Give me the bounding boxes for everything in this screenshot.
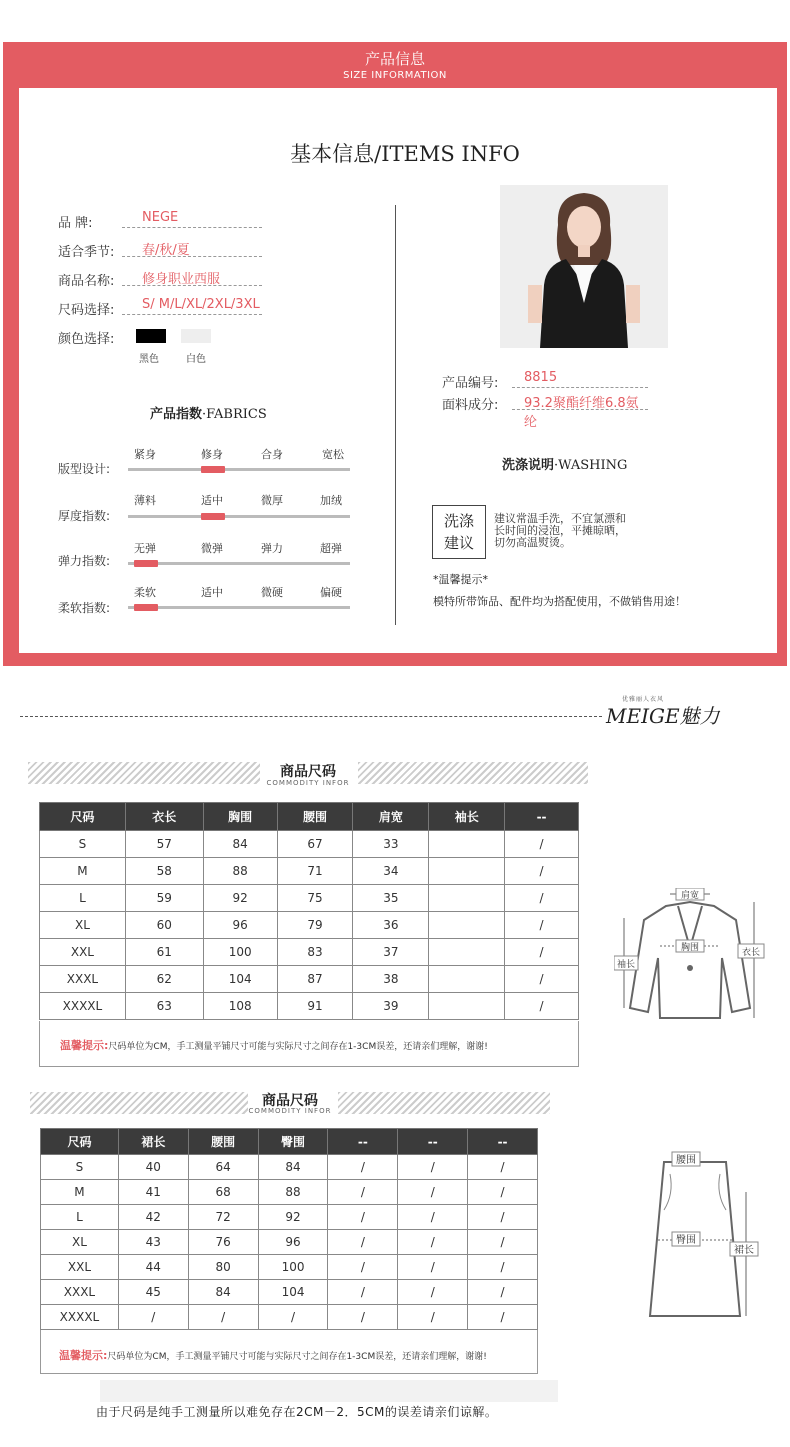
- idx-marker-thickness: [201, 513, 225, 520]
- jacket-icon: [614, 888, 766, 1028]
- cell: /: [328, 1280, 398, 1305]
- table-header: 衣长: [125, 803, 203, 831]
- cell: 92: [258, 1205, 328, 1230]
- color-name-black: 黑色: [139, 354, 159, 365]
- idx-option: 柔软: [134, 586, 156, 599]
- idx-bar-thickness: [128, 515, 350, 518]
- product-fabric-row: [442, 394, 639, 430]
- product-fabric-value: 93.2聚酯纤维6.8氨纶: [512, 392, 648, 410]
- cell: /: [398, 1230, 468, 1255]
- idx-option: 合身: [261, 448, 283, 461]
- cell: /: [468, 1305, 538, 1330]
- cell: 39: [353, 993, 429, 1020]
- product-photo: [500, 185, 668, 348]
- cell: /: [328, 1180, 398, 1205]
- idx-label-softness: 柔软指数:: [58, 601, 111, 615]
- panel-inner: [19, 88, 777, 653]
- info-row-brand: [58, 210, 179, 231]
- cell: /: [398, 1180, 468, 1205]
- note-text: 尺码单位为CM，手工测量平铺尺寸可能与实际尺寸之间存在1-3CM误差，还请亲们理解，谢谢!: [107, 1352, 487, 1362]
- cell: 96: [258, 1230, 328, 1255]
- cell: /: [398, 1155, 468, 1180]
- idx-option: 无弹: [134, 542, 156, 555]
- skirt-table-subtitle: COMMODITY INFOR: [248, 1107, 332, 1115]
- cell: 108: [203, 993, 277, 1020]
- cell: XXXL: [40, 966, 126, 993]
- cell: XXL: [40, 939, 126, 966]
- cell: 61: [125, 939, 203, 966]
- cell: /: [328, 1155, 398, 1180]
- cell: XXL: [41, 1255, 119, 1280]
- idx-option: 宽松: [322, 448, 344, 461]
- idx-label-elasticity: 弹力指数:: [58, 554, 111, 568]
- model-illustration: [500, 185, 668, 348]
- cell: 71: [277, 858, 353, 885]
- skirt-table-title: 商品尺码: [262, 1093, 318, 1109]
- banner-subtitle: SIZE INFORMATION: [343, 70, 447, 81]
- idx-option: 适中: [201, 494, 223, 507]
- info-value: 春/秋/夏: [122, 239, 262, 257]
- cell: 43: [118, 1230, 188, 1255]
- cell: /: [328, 1255, 398, 1280]
- cell: /: [505, 858, 579, 885]
- diagram-label-waist: 腰围: [676, 1155, 696, 1166]
- diagram-label-shoulder: 肩宽: [680, 891, 700, 901]
- brand-logo: MEIGE魅力: [606, 704, 720, 728]
- cell: XL: [41, 1230, 119, 1255]
- info-label: 尺码选择:: [58, 303, 115, 318]
- tip-body: 模特所带饰品、配件均为搭配使用，不做销售用途！: [433, 595, 686, 608]
- cell: /: [505, 966, 579, 993]
- cell: 34: [353, 858, 429, 885]
- table-header: --: [398, 1129, 468, 1155]
- table-header: 尺码: [41, 1129, 119, 1155]
- cell: 88: [258, 1180, 328, 1205]
- cell: /: [188, 1305, 258, 1330]
- cell: 60: [125, 912, 203, 939]
- table-row: [41, 1305, 538, 1330]
- cell: /: [328, 1230, 398, 1255]
- cell: 41: [118, 1180, 188, 1205]
- color-name-white: 白色: [186, 354, 206, 365]
- cell: /: [505, 939, 579, 966]
- note-label: 温馨提示:: [60, 1039, 109, 1052]
- cell: [429, 885, 505, 912]
- top-table-body: [40, 831, 579, 1020]
- cell: [429, 966, 505, 993]
- table-header: 裙长: [118, 1129, 188, 1155]
- table-header: --: [505, 803, 579, 831]
- cell: 38: [353, 966, 429, 993]
- washing-text: [494, 513, 664, 549]
- product-fabric-label: 面料成分:: [442, 398, 499, 413]
- table-header: 袖长: [429, 803, 505, 831]
- info-value: NEGE: [122, 210, 262, 228]
- hatch-decoration: [358, 762, 588, 784]
- jacket-diagram: [614, 888, 766, 1028]
- cell: 33: [353, 831, 429, 858]
- cell: 83: [277, 939, 353, 966]
- idx-option: 微厚: [261, 494, 283, 507]
- diagram-label-sleeve: 袖长: [616, 960, 636, 970]
- top-size-table: [39, 802, 579, 1020]
- washing-box-line: 洗涤: [443, 512, 474, 530]
- idx-bar-elasticity: [128, 562, 350, 565]
- washing-title-en: ·WASHING: [554, 458, 628, 473]
- cell: /: [398, 1205, 468, 1230]
- skirt-size-table: [40, 1128, 538, 1330]
- cell: 72: [188, 1205, 258, 1230]
- top-table-note: [39, 1021, 579, 1067]
- washing-box-line: 建议: [443, 534, 474, 552]
- cell: /: [398, 1305, 468, 1330]
- skirt-table-body: [41, 1155, 538, 1330]
- cell: 104: [203, 966, 277, 993]
- cell: 59: [125, 885, 203, 912]
- cell: M: [41, 1180, 119, 1205]
- info-row-name: [58, 270, 221, 289]
- table-header: 尺码: [40, 803, 126, 831]
- cell: S: [41, 1155, 119, 1180]
- items-info-title: 基本信息/ITEMS INFO: [290, 142, 520, 166]
- idx-option: 微弹: [201, 542, 223, 555]
- table-header: 腰围: [277, 803, 353, 831]
- table-row: [40, 993, 579, 1020]
- size-table-title: 商品尺码: [280, 764, 336, 780]
- table-header: --: [328, 1129, 398, 1155]
- cell: 37: [353, 939, 429, 966]
- idx-option: 修身: [201, 448, 223, 461]
- cell: /: [505, 885, 579, 912]
- final-note-bg: [100, 1380, 558, 1402]
- cell: /: [328, 1205, 398, 1230]
- table-row: [40, 966, 579, 993]
- washing-title-zh: 洗涤说明: [502, 458, 555, 473]
- info-value: S/ M/L/XL/2XL/3XL: [122, 297, 262, 315]
- cell: 57: [125, 831, 203, 858]
- idx-bar-fit: [128, 468, 350, 471]
- cell: /: [505, 831, 579, 858]
- cell: /: [468, 1280, 538, 1305]
- diagram-label-hip: 臀围: [676, 1235, 696, 1246]
- idx-bar-softness: [128, 606, 350, 609]
- idx-marker-elasticity: [134, 560, 158, 567]
- info-row-season: [58, 241, 190, 260]
- table-row: [41, 1180, 538, 1205]
- cell: XXXL: [41, 1280, 119, 1305]
- info-row-color: [58, 328, 122, 347]
- cell: 44: [118, 1255, 188, 1280]
- table-row: [40, 912, 579, 939]
- fabrics-title-en: ·FABRICS: [202, 407, 267, 422]
- cell: 100: [203, 939, 277, 966]
- idx-option: 薄料: [134, 494, 156, 507]
- skirt-icon: [630, 1148, 760, 1324]
- cell: /: [398, 1280, 468, 1305]
- cell: /: [468, 1230, 538, 1255]
- product-code-value: 8815: [512, 370, 648, 388]
- cell: 36: [353, 912, 429, 939]
- hatch-decoration: [30, 1092, 248, 1114]
- cell: 87: [277, 966, 353, 993]
- cell: /: [505, 993, 579, 1020]
- cell: [429, 939, 505, 966]
- info-value: 修身职业西服: [122, 268, 262, 286]
- table-row: [41, 1205, 538, 1230]
- cell: /: [118, 1305, 188, 1330]
- table-header: 胸围: [203, 803, 277, 831]
- cell: 67: [277, 831, 353, 858]
- washing-title: [502, 454, 627, 473]
- washing-line: 切勿高温熨烫。: [494, 536, 571, 549]
- cell: L: [40, 885, 126, 912]
- section-separator: [20, 716, 602, 717]
- color-swatch-white[interactable]: [181, 329, 211, 343]
- cell: 96: [203, 912, 277, 939]
- cell: 104: [258, 1280, 328, 1305]
- size-table-subtitle: COMMODITY INFOR: [266, 779, 350, 787]
- cell: /: [258, 1305, 328, 1330]
- info-label: 商品名称:: [58, 274, 115, 289]
- final-note: 由于尺码是纯手工测量所以难免存在2CM－2．5CM的误差请亲们谅解。: [96, 1405, 498, 1419]
- idx-option: 弹力: [261, 542, 283, 555]
- cell: [429, 993, 505, 1020]
- info-label: 品 牌:: [58, 216, 93, 231]
- table-row: [40, 939, 579, 966]
- washing-line: 建议常温手洗，不宜氯漂和: [494, 512, 626, 525]
- cell: S: [40, 831, 126, 858]
- cell: 58: [125, 858, 203, 885]
- product-code-row: [442, 370, 558, 391]
- table-row: [40, 858, 579, 885]
- cell: [429, 831, 505, 858]
- cell: L: [41, 1205, 119, 1230]
- table-row: [41, 1255, 538, 1280]
- cell: [429, 912, 505, 939]
- table-header: --: [468, 1129, 538, 1155]
- cell: 91: [277, 993, 353, 1020]
- table-row: [40, 831, 579, 858]
- info-label: 适合季节:: [58, 245, 115, 260]
- cell: 42: [118, 1205, 188, 1230]
- color-swatch-black[interactable]: [136, 329, 166, 343]
- note-label: 温馨提示:: [59, 1349, 108, 1362]
- cell: 40: [118, 1155, 188, 1180]
- table-header: 腰围: [188, 1129, 258, 1155]
- cell: 92: [203, 885, 277, 912]
- info-label: 颜色选择:: [58, 332, 115, 347]
- info-row-size: [58, 297, 260, 318]
- cell: M: [40, 858, 126, 885]
- idx-option: 适中: [201, 586, 223, 599]
- cell: /: [398, 1255, 468, 1280]
- idx-label-fit: 版型设计:: [58, 462, 111, 476]
- tip-title: *温馨提示*: [433, 573, 488, 586]
- washing-box: [432, 505, 486, 559]
- cell: 100: [258, 1255, 328, 1280]
- diagram-label-skirt-length: 裙长: [734, 1245, 754, 1256]
- cell: /: [468, 1255, 538, 1280]
- cell: XXXXL: [41, 1305, 119, 1330]
- table-row: [41, 1155, 538, 1180]
- fabrics-title: [150, 403, 267, 422]
- skirt-diagram: [630, 1148, 760, 1324]
- skirt-table-note: [40, 1330, 538, 1374]
- washing-line: 长时间的浸泡，平摊晾晒，: [494, 524, 626, 537]
- divider: [395, 205, 396, 625]
- cell: XL: [40, 912, 126, 939]
- cell: 88: [203, 858, 277, 885]
- cell: 63: [125, 993, 203, 1020]
- cell: 80: [188, 1255, 258, 1280]
- table-header: 臀围: [258, 1129, 328, 1155]
- cell: 35: [353, 885, 429, 912]
- cell: 76: [188, 1230, 258, 1255]
- hatch-decoration: [28, 762, 260, 784]
- cell: XXXXL: [40, 993, 126, 1020]
- idx-option: 紧身: [134, 448, 156, 461]
- note-text: 尺码单位为CM，手工测量平铺尺寸可能与实际尺寸之间存在1-3CM误差，还请亲们理解，谢谢!: [108, 1042, 488, 1052]
- cell: 64: [188, 1155, 258, 1180]
- fabrics-title-zh: 产品指数: [150, 407, 203, 422]
- hatch-decoration: [338, 1092, 550, 1114]
- table-row: [41, 1280, 538, 1305]
- cell: /: [468, 1180, 538, 1205]
- table-row: [41, 1230, 538, 1255]
- cell: [429, 858, 505, 885]
- diagram-label-chest: 胸围: [680, 943, 700, 953]
- table-header: 肩宽: [353, 803, 429, 831]
- cell: /: [328, 1305, 398, 1330]
- cell: 79: [277, 912, 353, 939]
- idx-label-thickness: 厚度指数:: [58, 509, 111, 523]
- table-row: [40, 885, 579, 912]
- idx-option: 加绒: [320, 494, 342, 507]
- cell: 45: [118, 1280, 188, 1305]
- idx-marker-softness: [134, 604, 158, 611]
- product-code-label: 产品编号:: [442, 376, 499, 391]
- idx-option: 微硬: [261, 586, 283, 599]
- cell: /: [468, 1155, 538, 1180]
- cell: 75: [277, 885, 353, 912]
- cell: 84: [188, 1280, 258, 1305]
- idx-option: 偏硬: [320, 586, 342, 599]
- cell: 68: [188, 1180, 258, 1205]
- idx-option: 超弹: [320, 542, 342, 555]
- cell: 84: [203, 831, 277, 858]
- brand-tagline: 优雅丽人衣风: [622, 696, 665, 703]
- cell: 84: [258, 1155, 328, 1180]
- cell: 62: [125, 966, 203, 993]
- diagram-label-length: 衣长: [741, 948, 761, 958]
- idx-marker-fit: [201, 466, 225, 473]
- banner-title: 产品信息: [364, 50, 425, 68]
- cell: /: [468, 1205, 538, 1230]
- cell: /: [505, 912, 579, 939]
